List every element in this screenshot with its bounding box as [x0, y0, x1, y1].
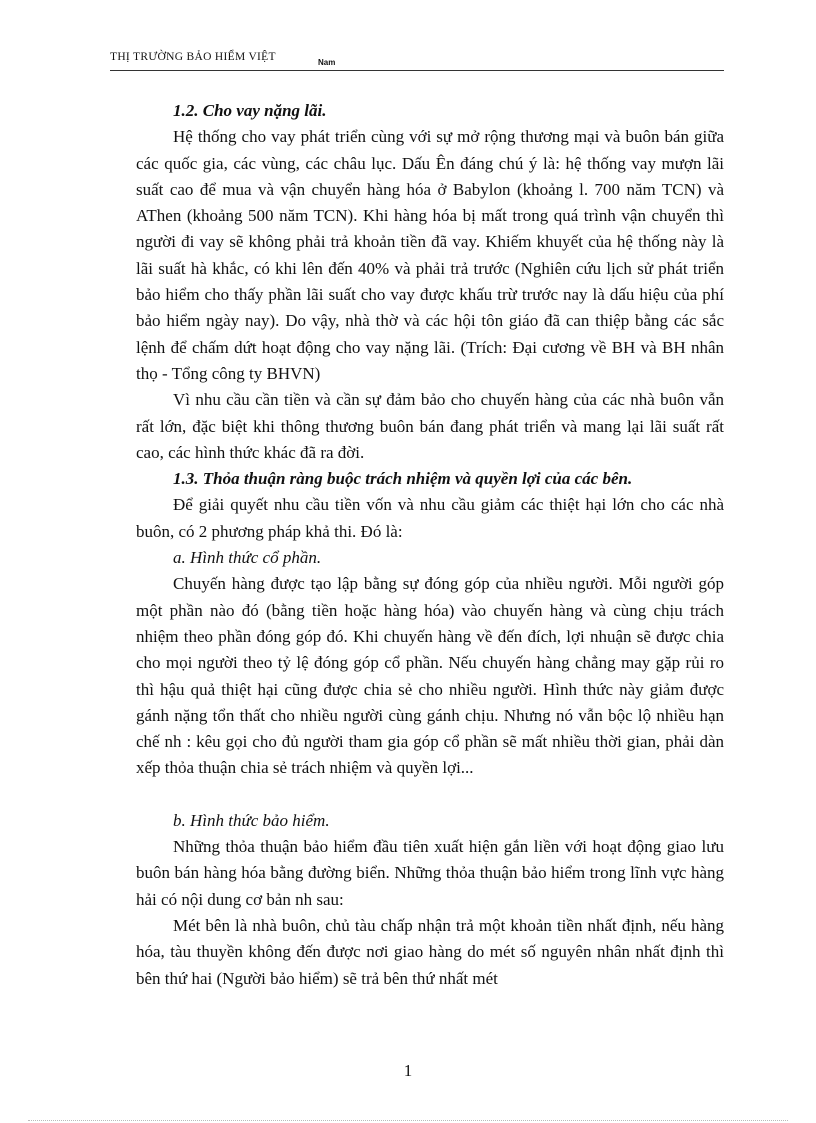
paragraph-insurance-agreements: Những thỏa thuận bảo hiểm đầu tiên xuất hiện gắn liền với hoạt động giao lưu buôn bán hàng hóa bằng đường biển. Những thỏa thuận bảo hiểm trong lĩnh vực hàng hải có nội dung cơ bản nh sau: [136, 837, 724, 909]
header-suffix: Nam [318, 58, 336, 67]
section-heading-1-2: 1.2. Cho vay nặng lãi. [173, 101, 327, 120]
subheading-a: a. Hình thức cổ phần. [173, 548, 322, 568]
page-header [110, 46, 724, 71]
paragraph-two-methods: Để giải quyết nhu cầu tiền vốn và nhu cầu giảm các thiệt hại lớn cho các nhà buôn, có 2 phương pháp khả thi. Đó là: [136, 495, 724, 541]
paragraph-merchant-terms: Mét bên là nhà buôn, chủ tàu chấp nhận trả một khoản tiền nhất định, nếu hàng hóa, tàu thuyền không đến được nơi giao hàng do mét số nguyên nhân nhất định thì bên thứ hai (Người bảo hiểm) sẽ trả bên thứ nhất mét [136, 915, 724, 988]
page-number: 1 [403, 1061, 413, 1080]
paragraph-usury-history: Hệ thống cho vay phát triển cùng với sự mở rộng thương mại và buôn bán giữa các quốc gia, các vùng, các châu lục. Dấu Ên đáng chú ý là: hệ thống vay mượn lãi suất cao để mua và vận chuyển hàng hóa ở Babylon (khoảng l. 700 năm TCN) và AThen (khoảng 500 năm TCN). Khi hàng hóa bị mất trong quá trình vận chuyển thì người đi vay sẽ không phải trả khoản tiền đã vay. Khiếm khuyết của hệ thống này là lãi suất hà khắc, có khi lên đến 40% và phải trả trước (Nghiên cứu lịch sử phát triển bảo hiểm cho thấy phần lãi suất cho vay được khấu trừ trước nay là dấu hiệu của phí bảo hiểm ngày nay). Do vậy, nhà thờ và các hội tôn giáo đã can thiệp bằng các sắc lệnh để chấm dứt hoạt động cho vay nặng lãi. (Trích: Đại cương về BH và BH nhân thọ - Tổng công ty BHVN) [136, 127, 724, 383]
document-body [136, 98, 724, 992]
spacer [136, 782, 724, 808]
header-title: THỊ TRƯỜNG BẢO HIỂM VIỆT [110, 51, 276, 63]
section-heading-1-3: 1.3. Thỏa thuận ràng buộc trách nhiệm và quyền lợi của các bên. [173, 469, 633, 489]
footer-divider [28, 1120, 788, 1121]
subheading-b: b. Hình thức bảo hiểm. [173, 810, 330, 830]
paragraph-shares: Chuyến hàng được tạo lập bằng sự đóng góp của nhiều người. Mỗi người góp một phần nào đó (bằng tiền hoặc hàng hóa) vào chuyến hàng và cùng chịu trách nhiệm theo phần đóng góp đó. Khi chuyến hàng về đến đích, lợi nhuận sẽ được chia cho mọi người theo tỷ lệ đóng góp cổ phần. Nếu chuyến hàng chẳng may gặp rủi ro thì hậu quả thiệt hại cũng được chia sẻ cho nhiều người. Hình thức này giảm được gánh nặng tổn thất cho nhiều người cùng gánh chịu. Nhưng nó vẫn bộc lộ nhiều hạn chế nh : kêu gọi cho đủ người tham gia góp cổ phần sẽ mất nhiều thời gian, phải dàn xếp thỏa thuận chia sẻ trách nhiệm và quyền lợi... [136, 574, 724, 778]
paragraph-new-forms: Vì nhu cầu cần tiền và cần sự đảm bảo cho chuyến hàng của các nhà buôn vẫn rất lớn, đặc biệt khi thông thương buôn bán đang phát triển và mang lại lãi suất rất cao, các hình thức khác đã ra đời. [136, 390, 724, 462]
